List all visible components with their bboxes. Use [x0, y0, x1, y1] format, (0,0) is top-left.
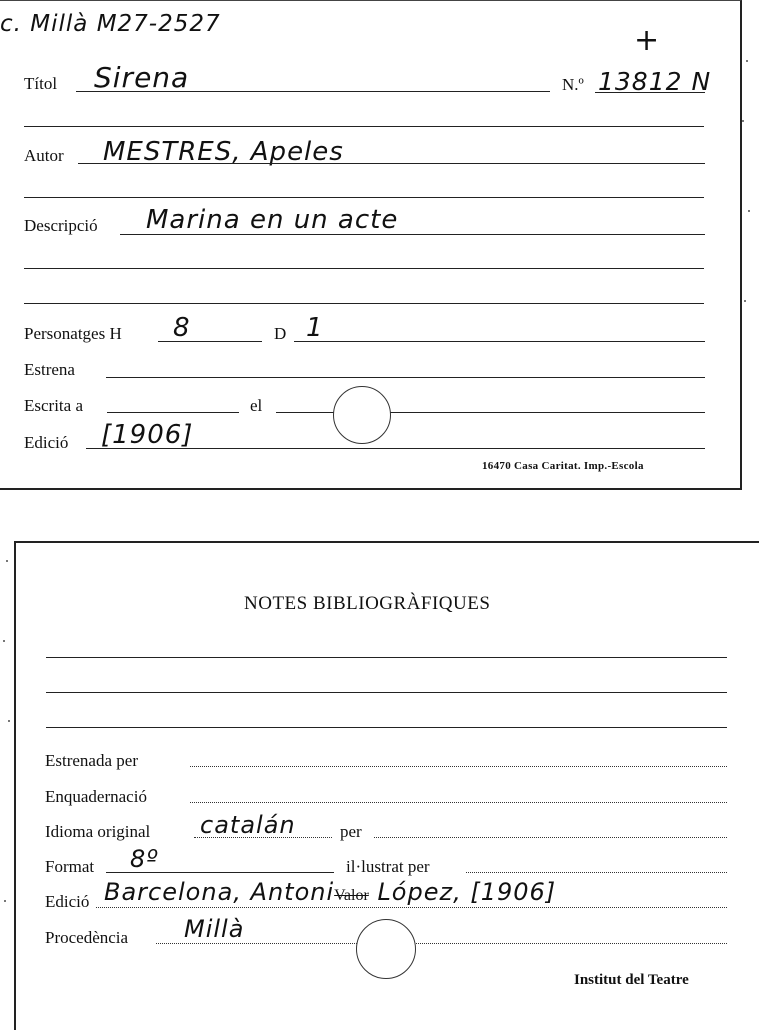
idioma-value: catalán — [200, 811, 296, 839]
punch-hole — [356, 919, 416, 979]
catalog-card-back — [14, 541, 759, 1030]
edicio-name-year: López, [1906] — [377, 878, 557, 906]
punch-hole — [333, 386, 391, 444]
edicio-back-label: Edició — [45, 892, 90, 911]
idioma-label: Idioma original — [45, 822, 151, 841]
printer-mark: 16470 Casa Caritat. Imp.-Escola — [482, 460, 644, 472]
edicio-place-publisher: Barcelona, Antoni — [104, 878, 335, 906]
illustrat-label: il·lustrat per — [346, 857, 430, 876]
descripcio-label: Descripció — [24, 216, 98, 235]
plus-mark: + — [634, 23, 660, 58]
descripcio-value: Marina en un acte — [146, 205, 399, 235]
institution-footer: Institut del Teatre — [574, 972, 689, 988]
idioma-per-label: per — [340, 822, 362, 841]
procedencia-value: Millà — [184, 915, 245, 943]
personatges-label: Personatges H — [24, 324, 122, 343]
numero-label: N.º — [562, 75, 584, 94]
titol-label: Títol — [24, 74, 58, 93]
numero-value: 13812 N — [598, 67, 712, 96]
enquadernacio-label: Enquadernació — [45, 787, 147, 806]
personatges-d-value: 1 — [306, 313, 324, 343]
edicio-value: [1906] — [101, 420, 194, 450]
estrena-label: Estrena — [24, 360, 75, 379]
catalog-card-front — [0, 0, 742, 490]
autor-label: Autor — [24, 146, 64, 165]
escrita-label: Escrita a — [24, 396, 83, 415]
personatges-d-label: D — [274, 324, 287, 343]
el-label: el — [250, 396, 263, 415]
personatges-h-value: 8 — [173, 313, 191, 343]
edicio-struck-word: Valor — [334, 887, 369, 904]
procedencia-label: Procedència — [45, 928, 129, 947]
edicio-label: Edició — [24, 433, 69, 452]
estrenada-label: Estrenada per — [45, 751, 138, 770]
card-heading: NOTES BIBLIOGRÀFIQUES — [244, 593, 491, 614]
edicio-back-value — [104, 878, 556, 906]
titol-value: Sirena — [94, 61, 190, 94]
autor-value: MESTRES, Apeles — [103, 137, 344, 167]
format-value: 8º — [130, 845, 159, 873]
format-label: Format — [45, 857, 95, 876]
handwritten-shelfmark: c. Millà M27-2527 — [0, 11, 221, 37]
